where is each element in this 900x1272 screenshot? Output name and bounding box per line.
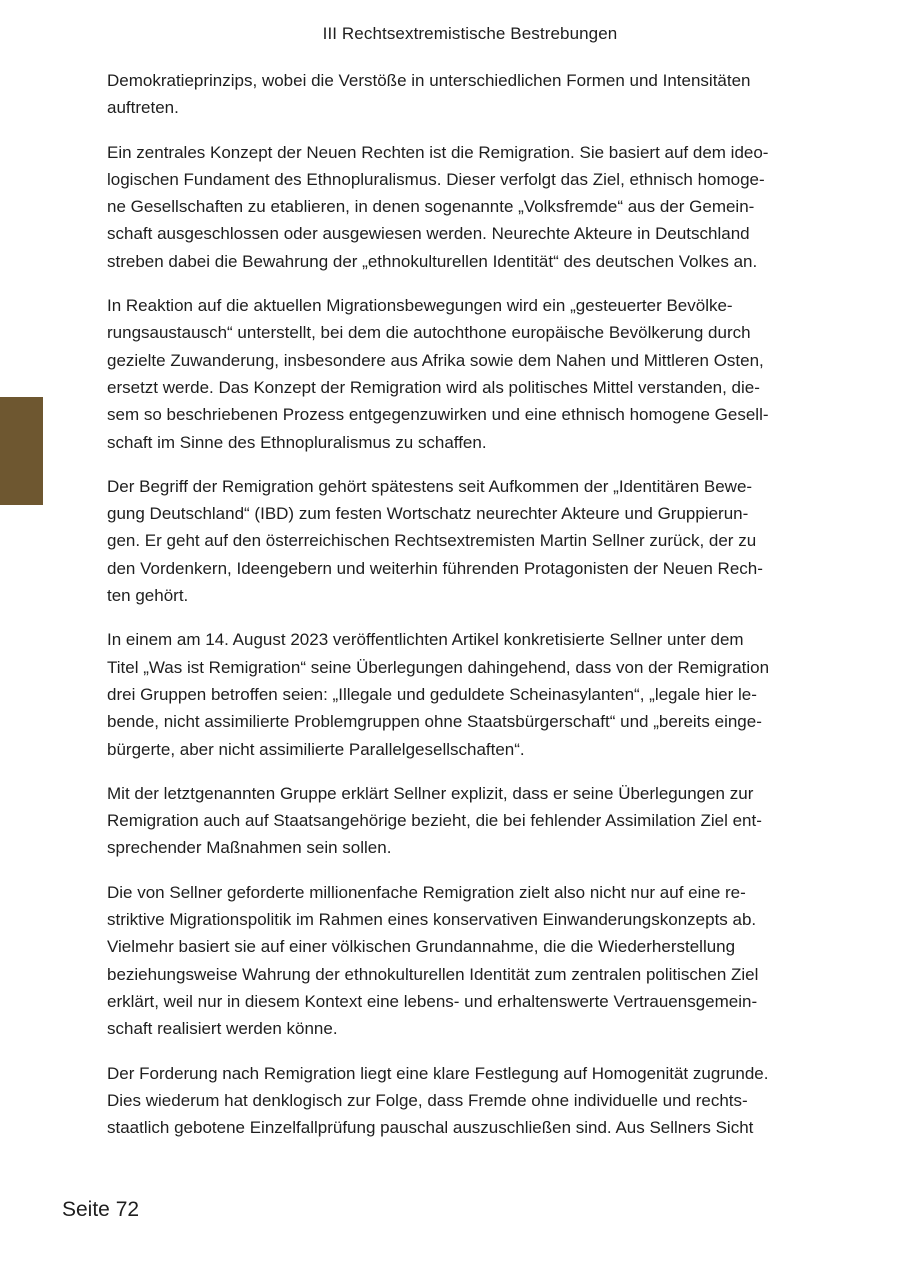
- text-line: Dies wiederum hat denklogisch zur Folge, dass Fremde ohne individuelle und rechts-: [107, 1090, 748, 1110]
- paragraph: [107, 1060, 837, 1142]
- text-line: ne Gesellschaften zu etablieren, in denen sogenannte „Volksfremde“ aus der Gemein-: [107, 197, 755, 217]
- text-line: schaft im Sinne des Ethnopluralismus zu schaffen.: [107, 432, 487, 452]
- text-line: bende, nicht assimilierte Problemgruppen ohne Staatsbürgerschaft“ und „bereits einge-: [107, 712, 762, 732]
- text-line: streben dabei die Bewahrung der „ethnokulturellen Identität“ des deutschen Volkes an.: [107, 251, 758, 271]
- text-line: ersetzt werde. Das Konzept der Remigration wird als politisches Mittel verstanden, die-: [107, 377, 760, 397]
- paragraph: [107, 473, 837, 609]
- running-header: III Rechtsextremistische Bestrebungen: [322, 24, 618, 43]
- text-line: den Vordenkern, Ideengebern und weiterhin führenden Protagonisten der Neuen Rech-: [107, 558, 763, 578]
- text-line: Der Begriff der Remigration gehört spätestens seit Aufkommen der „Identitären Bewe-: [107, 476, 753, 496]
- page-number: Seite 72: [62, 1198, 140, 1221]
- text-line: drei Gruppen betroffen seien: „Illegale und geduldete Scheinasylanten“, „legale hier le-: [107, 684, 757, 704]
- paragraph: [107, 879, 837, 1043]
- text-line: Die von Sellner geforderte millionenfache Remigration zielt also nicht nur auf eine re-: [107, 882, 746, 902]
- text-line: logischen Fundament des Ethnopluralismus. Dieser verfolgt das Ziel, ethnisch homoge-: [107, 169, 765, 189]
- text-line: staatlich gebotene Einzelfallprüfung pauschal auszuschließen sind. Aus Sellners Sicht: [107, 1118, 754, 1138]
- text-line: Ein zentrales Konzept der Neuen Rechten ist die Remigration. Sie basiert auf dem ideo-: [107, 142, 769, 162]
- text-line: Der Forderung nach Remigration liegt eine klare Festlegung auf Homogenität zugrunde.: [107, 1063, 769, 1083]
- text-line: rungsaustausch“ unterstellt, bei dem die autochthone europäische Bevölkerung durch: [107, 323, 751, 343]
- text-line: gen. Er geht auf den österreichischen Rechtsextremisten Martin Sellner zurück, der zu: [107, 531, 757, 551]
- text-line: sprechender Maßnahmen sein sollen.: [107, 838, 392, 858]
- text-line: auftreten.: [107, 98, 179, 118]
- text-line: Remigration auch auf Staatsangehörige bezieht, die bei fehlender Assimilation Ziel ent-: [107, 811, 762, 831]
- text-line: schaft ausgeschlossen oder ausgewiesen werden. Neurechte Akteure in Deutschland: [107, 224, 750, 244]
- text-line: Vielmehr basiert sie auf einer völkischen Grundannahme, die die Wiederherstellung: [107, 937, 736, 957]
- text-line: gezielte Zuwanderung, insbesondere aus Afrika sowie dem Nahen und Mittleren Osten,: [107, 350, 764, 370]
- text-line: schaft realisiert werden könne.: [107, 1019, 338, 1039]
- body-text: [107, 67, 837, 1158]
- text-line: Demokratieprinzips, wobei die Verstöße in unterschiedlichen Formen und Intensitäten: [107, 71, 751, 90]
- paragraph: [107, 139, 837, 275]
- text-line: ten gehört.: [107, 586, 189, 606]
- paragraph: [107, 292, 837, 456]
- text-line: In einem am 14. August 2023 veröffentlichten Artikel konkretisierte Sellner unter dem: [107, 630, 744, 650]
- text-line: Titel „Was ist Remigration“ seine Überlegungen dahingehend, dass von der Remigration: [107, 657, 770, 677]
- text-line: erklärt, weil nur in diesem Kontext eine lebens- und erhaltenswerte Vertrauensgemein-: [107, 991, 758, 1011]
- text-line: bürgerte, aber nicht assimilierte Parallelgesellschaften“.: [107, 739, 525, 759]
- chapter-tab-marker: [0, 397, 43, 505]
- text-line: gung Deutschland“ (IBD) zum festen Wortschatz neurechter Akteure und Gruppierun-: [107, 504, 749, 524]
- text-line: Mit der letztgenannten Gruppe erklärt Sellner explizit, dass er seine Überlegungen zur: [107, 783, 754, 803]
- text-line: striktive Migrationspolitik im Rahmen eines konservativen Einwanderungskonzepts ab.: [107, 910, 757, 930]
- text-line: beziehungsweise Wahrung der ethnokulturellen Identität zum zentralen politischen Ziel: [107, 964, 759, 984]
- text-line: sem so beschriebenen Prozess entgegenzuwirken und eine ethnisch homogene Gesell-: [107, 405, 769, 425]
- paragraph: [107, 626, 837, 762]
- text-line: In Reaktion auf die aktuellen Migrationsbewegungen wird ein „gesteuerter Bevölke-: [107, 296, 733, 316]
- paragraph: [107, 67, 837, 122]
- paragraph: [107, 780, 837, 862]
